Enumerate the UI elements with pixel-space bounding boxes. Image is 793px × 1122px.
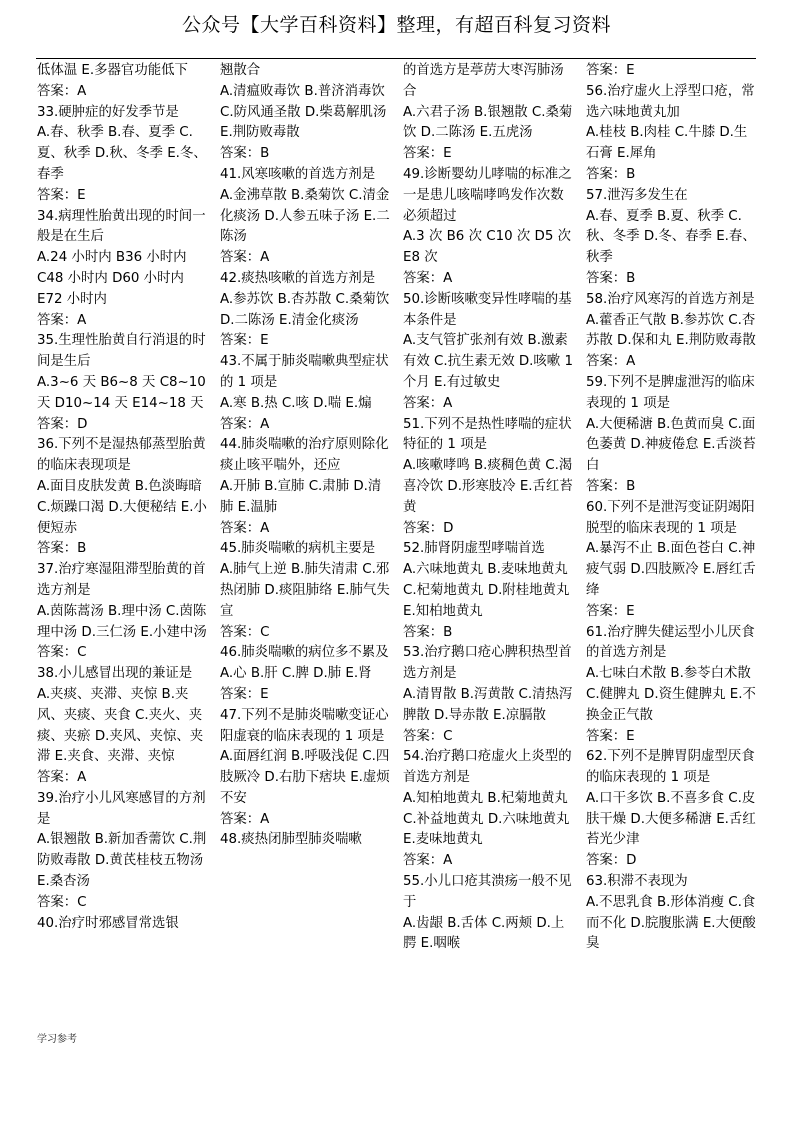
page-header: 公众号【大学百科资料】整理，有超百科复习资料 — [181, 14, 611, 36]
column-1 — [37, 61, 207, 934]
text-line: A.口干多饮 B.不喜多食 C.皮肤干燥 D.大便多稀溏 E.舌红苔光少津 — [586, 790, 756, 848]
text-line: A.茵陈蒿汤 B.理中汤 C.茵陈理中汤 D.三仁汤 E.小建中汤 — [37, 603, 207, 640]
text-line: 33.硬肿症的好发季节是 — [37, 104, 179, 120]
text-line: 62.下列不是脾胃阴虚型厌食的临床表现的 1 项是 — [586, 749, 755, 786]
text-line: 37.治疗寒湿阻滞型胎黄的首选方剂是 — [37, 562, 206, 598]
text-line: A.齿龈 B.舌体 C.两颊 D.上腭 E.咽喉 — [403, 915, 565, 952]
text-line: 答案：A — [403, 270, 453, 286]
text-line: 50.诊断咳嗽变异性哮喘的基本条件是 — [403, 291, 572, 328]
text-line: A.3~6 天 B6~8 天 C8~10 天 D10~14 天 E14~18 天 — [37, 374, 206, 411]
text-line: 答案：B — [586, 270, 636, 286]
text-line: 38.小儿感冒出现的兼证是 — [37, 666, 193, 682]
text-line: 答案：A — [220, 416, 270, 432]
text-line: A.春、秋季 B.春、夏季 C.夏、秋季 D.秋、冬季 E.冬、春季 — [37, 125, 207, 182]
text-line: 52.肺肾阴虚型哮喘首选 — [403, 541, 545, 557]
text-line: 60.下列不是泄泻变证阴竭阳脱型的临床表现的 1 项是 — [586, 499, 755, 536]
text-line: 答案：B — [403, 624, 453, 640]
page-footer: 学习参考 — [37, 1034, 77, 1045]
text-line: 57.泄泻多发生在 — [586, 187, 688, 203]
text-line: A.七味白术散 B.参苓白术散 C.健脾丸 D.资生健脾丸 E.不换金正气散 — [586, 666, 756, 723]
text-line: 的首选方是葶苈大枣泻肺汤合 — [403, 63, 564, 99]
text-line: 51.下列不是热性哮喘的症状特征的 1 项是 — [403, 416, 572, 453]
text-line: 答案：E — [220, 333, 269, 349]
text-line: 答案：A — [403, 853, 453, 869]
text-line: 答案：B — [586, 478, 636, 494]
text-line: A.暴泻不止 B.面色苍白 C.神疲气弱 D.四肢厥冷 E.唇红舌绛 — [586, 541, 756, 598]
text-line: 42.痰热咳嗽的首选方剂是 — [220, 270, 376, 286]
text-line: A.六味地黄丸 B.麦味地黄丸 C.杞菊地黄丸 D.附桂地黄丸 E.知柏地黄丸 — [403, 562, 570, 619]
text-line: 答案：E — [586, 63, 635, 78]
text-line: 41.风寒咳嗽的首选方剂是 — [220, 166, 376, 182]
text-line: 36.下列不是湿热郁蒸型胎黄的临床表现项是 — [37, 437, 206, 474]
text-line: 翘散合 — [220, 63, 261, 78]
text-line: 55.小儿口疮其溃疡一般不见于 — [403, 874, 572, 910]
text-line: 答案：A — [37, 83, 87, 99]
header-rule — [36, 58, 756, 59]
text-line: 答案：A — [37, 770, 87, 786]
text-line: A.藿香正气散 B.参苏饮 C.杏苏散 D.保和丸 E.荆防败毒散 — [586, 312, 756, 349]
column-4 — [586, 61, 756, 955]
text-line: 59.下列不是脾虚泄泻的临床表现的 1 项是 — [586, 374, 755, 411]
text-line: A.金沸草散 B.桑菊饮 C.清金化痰汤 D.人参五味子汤 E.二陈汤 — [220, 187, 390, 245]
text-line: 答案：B — [37, 541, 87, 557]
text-line: 答案：A — [586, 354, 636, 370]
text-line: 45.肺炎喘嗽的病机主要是 — [220, 541, 376, 557]
text-line: 63.积滞不表现为 — [586, 874, 688, 890]
text-line: 58.治疗风寒泻的首选方剂是 — [586, 291, 755, 307]
text-line: 答案：E — [37, 187, 86, 203]
text-line: A.咳嗽哮鸣 B.痰稠色黄 C.渴喜冷饮 D.形寒肢冷 E.舌红苔黄 — [403, 458, 573, 515]
text-line: A.寒 B.热 C.咳 D.喘 E.煽 — [220, 395, 372, 411]
text-line: 答案：D — [37, 416, 88, 432]
text-line: A.心 B.肝 C.脾 D.肺 E.肾 — [220, 666, 372, 682]
text-line: 答案：E — [220, 686, 269, 702]
text-line: 答案：C — [220, 624, 270, 640]
text-line: 47.下列不是肺炎喘嗽变证心阳虚衰的临床表现的 1 项是 — [220, 707, 389, 744]
text-line: A.面目皮肤发黄 B.色淡晦暗 C.烦躁口渴 D.大便秘结 E.小便短赤 — [37, 478, 207, 536]
text-line: 答案：B — [220, 146, 270, 162]
text-line: A.清胃散 B.泻黄散 C.清热泻脾散 D.导赤散 E.凉膈散 — [403, 686, 573, 723]
text-line: 35.生理性胎黄自行消退的时间是生后 — [37, 333, 206, 370]
text-line: 答案：D — [586, 853, 637, 869]
text-line: 56.治疗虚火上浮型口疮，常选六味地黄丸加 — [586, 83, 755, 120]
text-line: 答案：D — [403, 520, 454, 536]
text-line: 答案：A — [220, 520, 270, 536]
text-line: 答案：E — [403, 146, 452, 162]
text-line: A.清瘟败毒饮 B.普济消毒饮 C.防风通圣散 D.柴葛解肌汤 E.荆防败毒散 — [220, 83, 387, 141]
text-line: A.春、夏季 B.夏、秋季 C.秋、冬季 D.冬、春季 E.春、秋季 — [586, 208, 756, 266]
text-line: 48.痰热闭肺型肺炎喘嗽 — [220, 832, 362, 848]
text-line: 答案：B — [586, 166, 636, 182]
text-line: 34.病理性胎黄出现的时间一般是在生后 — [37, 208, 206, 245]
text-line: A.3 次 B6 次 C10 次 D5 次 E8 次 — [403, 229, 571, 266]
text-line: 43.不属于肺炎喘嗽典型症状的 1 项是 — [220, 354, 389, 390]
text-line: 答案：E — [586, 603, 635, 619]
column-3 — [403, 61, 573, 955]
text-line: 答案：C — [403, 728, 453, 744]
text-line: 49.诊断婴幼儿哮喘的标准之一是患儿咳喘哮鸣发作次数必须超过 — [403, 166, 572, 224]
text-line: A.肺气上逆 B.肺失清肃 C.邪热闭肺 D.痰阻肺络 E.肺气失宣 — [220, 562, 390, 619]
text-line: A.参苏饮 B.杏苏散 C.桑菊饮 D.二陈汤 E.清金化痰汤 — [220, 291, 390, 328]
text-line: A.不思乳食 B.形体消瘦 C.食而不化 D.脘腹胀满 E.大便酸臭 — [586, 894, 756, 952]
text-line: 答案：A — [220, 250, 270, 266]
text-line: 答案：E — [586, 728, 635, 744]
text-line: A.支气管扩张剂有效 B.激素有效 C.抗生素无效 D.咳嗽 1 个月 E.有过敏史 — [403, 333, 573, 390]
text-line: 答案：A — [403, 395, 453, 411]
text-line: 44.肺炎喘嗽的治疗原则除化痰止咳平喘外，还应 — [220, 437, 389, 474]
text-line: A.24 小时内 B36 小时内 C48 小时内 D60 小时内 E72 小时内 — [37, 250, 187, 307]
text-line: 答案：A — [220, 811, 270, 827]
column-2 — [220, 61, 390, 851]
text-line: 61.治疗脾失健运型小儿厌食的首选方剂是 — [586, 624, 755, 661]
text-line: A.大便稀溏 B.色黄而臭 C.面色萎黄 D.神疲倦怠 E.舌淡苔白 — [586, 416, 756, 474]
text-line: A.知柏地黄丸 B.杞菊地黄丸 C.补益地黄丸 D.六味地黄丸 E.麦味地黄丸 — [403, 790, 570, 848]
text-line: 53.治疗鹅口疮心脾积热型首选方剂是 — [403, 645, 572, 682]
text-line: 低体温 E.多器官功能低下 — [37, 63, 188, 78]
text-line: 39.治疗小儿风寒感冒的方剂是 — [37, 790, 206, 827]
text-line: 46.肺炎喘嗽的病位多不累及 — [220, 645, 389, 661]
text-line: 答案：C — [37, 645, 87, 661]
text-line: 40.治疗时邪感冒常选银 — [37, 915, 179, 931]
text-line: A.面唇红润 B.呼吸浅促 C.四肢厥冷 D.右肋下痞块 E.虚烦不安 — [220, 749, 390, 806]
text-line: A.银翘散 B.新加香薷饮 C.荆防败毒散 D.黄芪桂枝五物汤 E.桑杏汤 — [37, 832, 207, 890]
text-line: 54.治疗鹅口疮虚火上炎型的首选方剂是 — [403, 749, 572, 786]
text-line: A.桂枝 B.肉桂 C.牛膝 D.生石膏 E.犀角 — [586, 125, 748, 162]
text-line: A.夹痰、夹滞、夹惊 B.夹风、夹痰、夹食 C.夹火、夹痰、夹瘀 D.夹风、夹惊、夹滞 E.夹食、夹滞、夹惊 — [37, 686, 204, 765]
text-line: A.开肺 B.宣肺 C.肃肺 D.清肺 E.温肺 — [220, 478, 382, 515]
text-line: A.六君子汤 B.银翘散 C.桑菊饮 D.二陈汤 E.五虎汤 — [403, 104, 573, 141]
text-line: 答案：C — [37, 894, 87, 910]
text-line: 答案：A — [37, 312, 87, 328]
